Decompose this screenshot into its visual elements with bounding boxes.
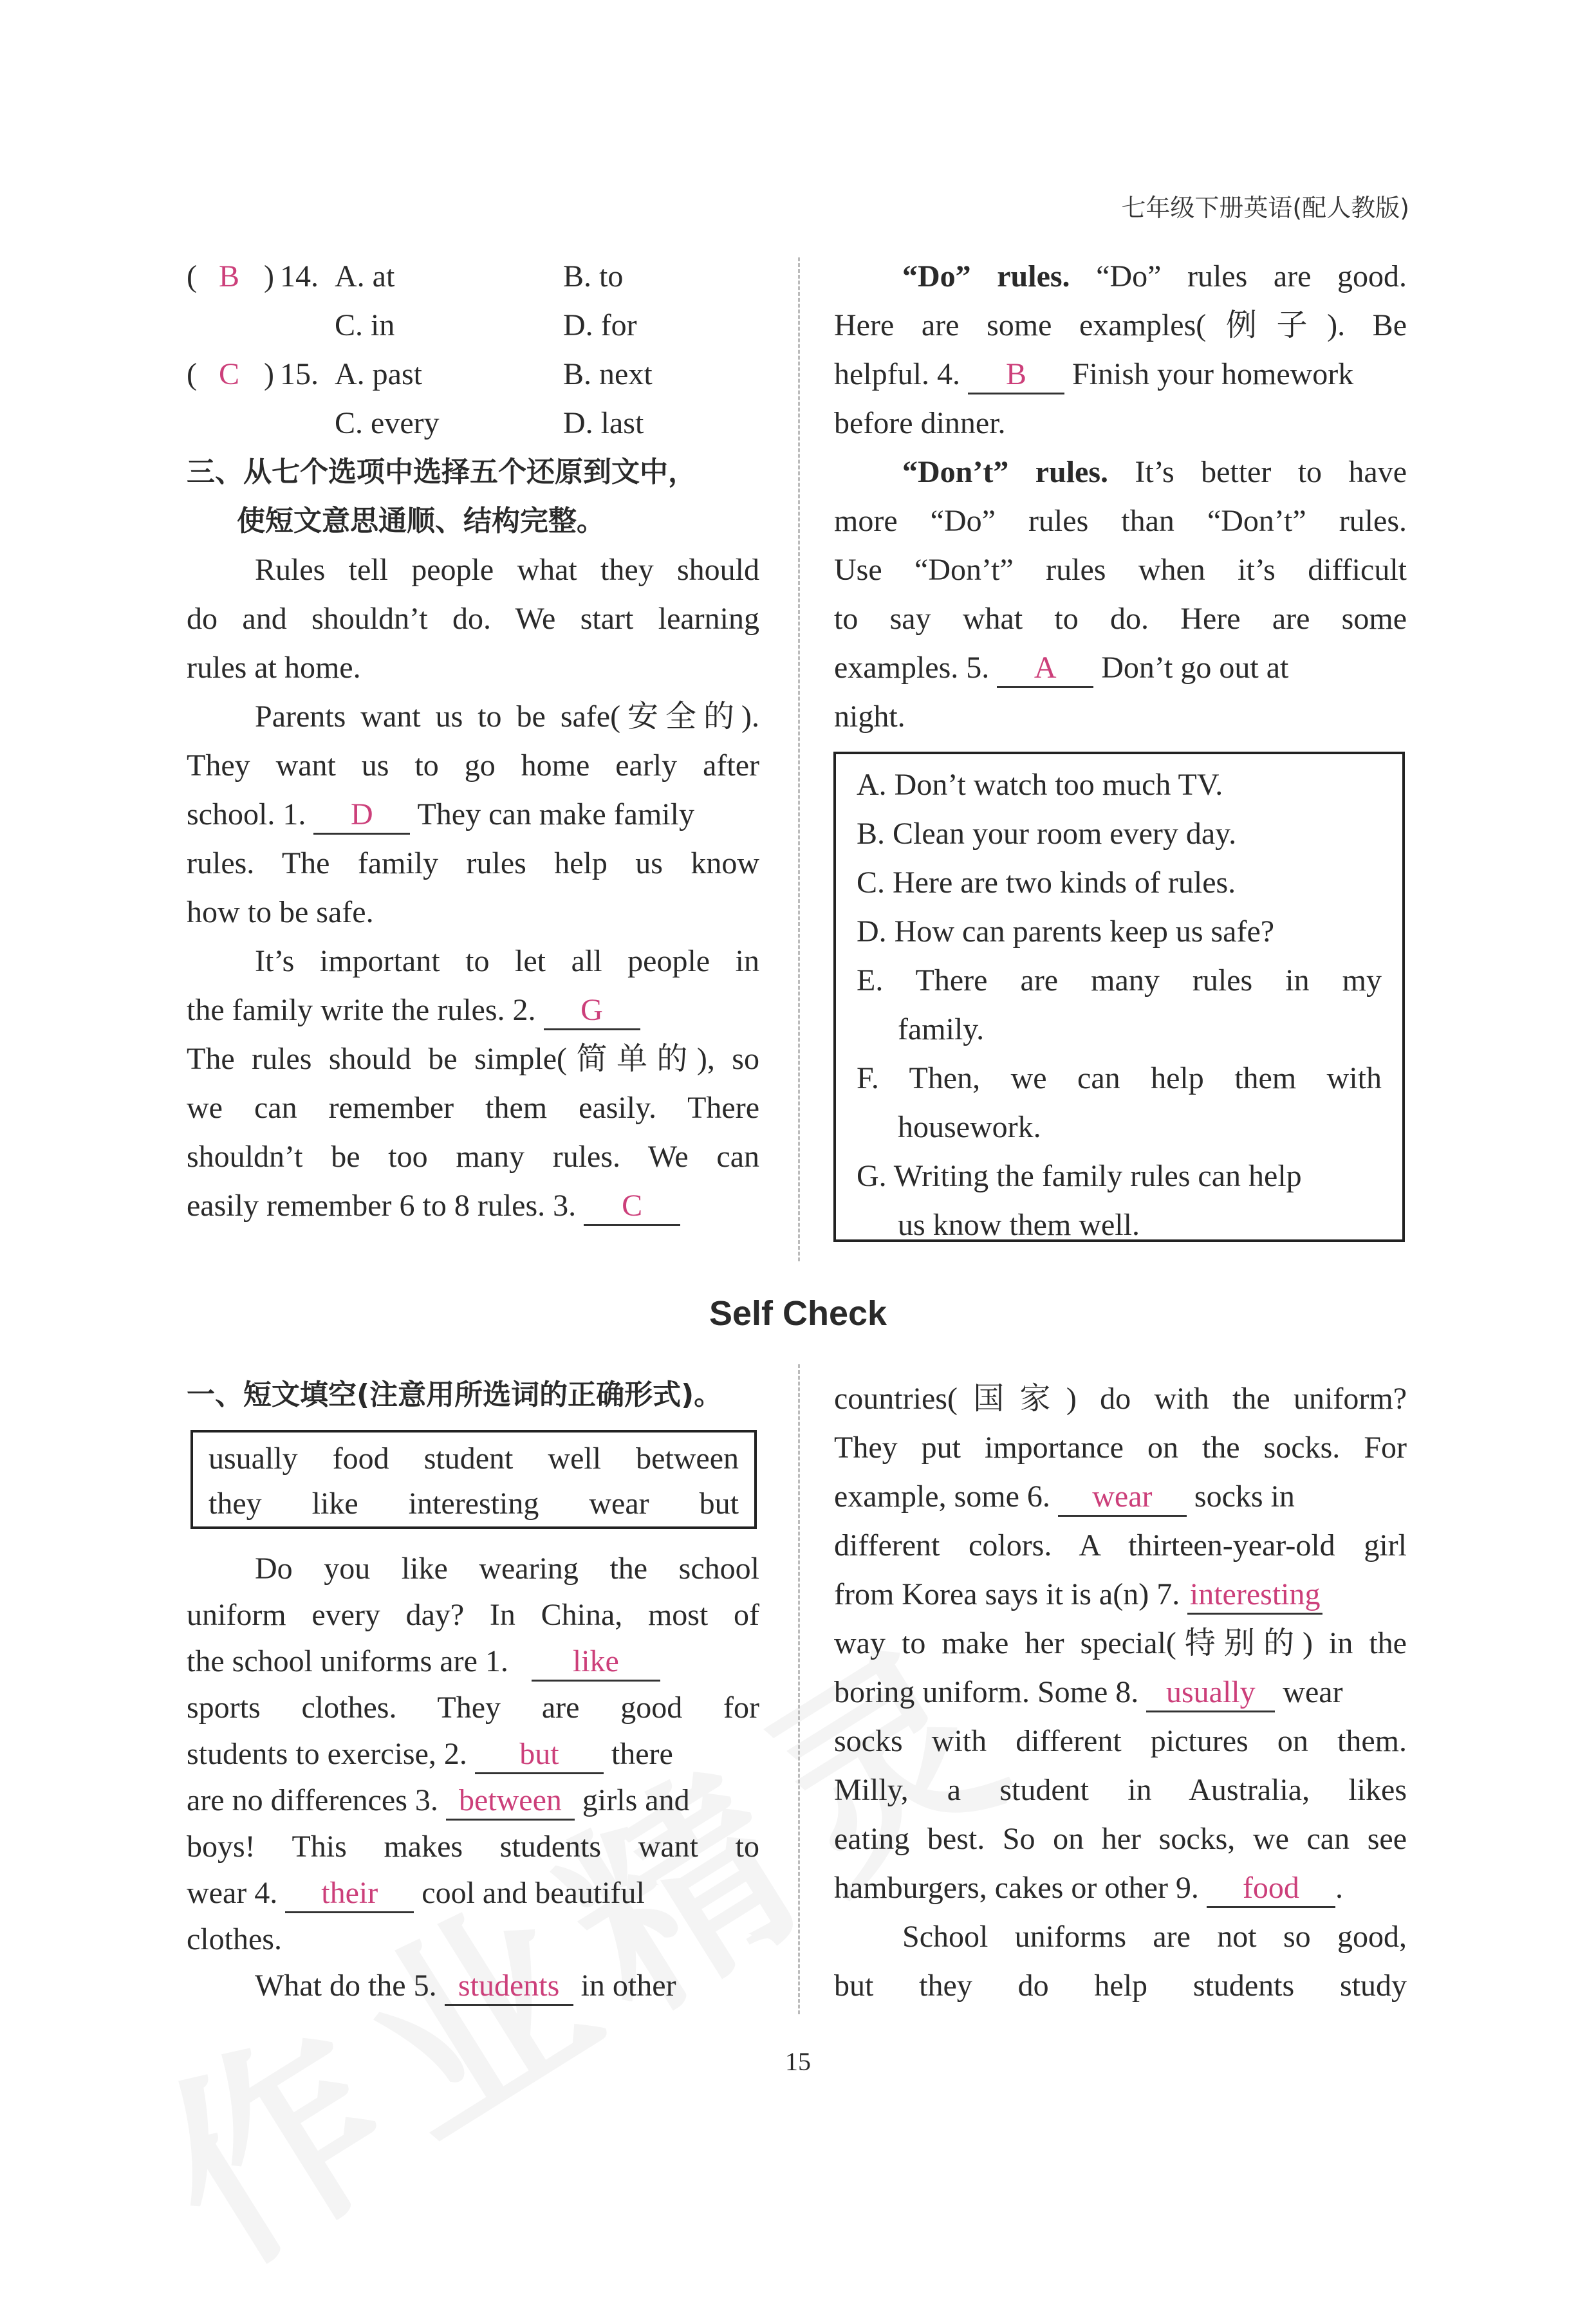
word-bank (190, 1430, 757, 1529)
option-a: A. Don’t watch too much TV. (857, 768, 1223, 802)
passage-line: shouldn’t be too many rules. We can (187, 1140, 759, 1174)
option-f-cont: housework. (898, 1110, 1041, 1144)
blank-sc-5[interactable]: students (445, 1968, 573, 2006)
text: They can make family (417, 797, 694, 831)
bracket-close: ) (264, 259, 274, 293)
passage-line: Parents want us to be safe(安全的). (255, 700, 759, 734)
options-box (833, 752, 1405, 1242)
passage-line-blank-sc2 (187, 1731, 759, 1777)
option-b: B. Clean your room every day. (857, 817, 1237, 851)
text: wear (1283, 1675, 1343, 1709)
passage-line-blank-1 (187, 790, 759, 839)
text: boring uniform. Some 8. (834, 1675, 1139, 1709)
passage-line: we can remember them easily. There (187, 1091, 759, 1125)
passage-line: They want us to go home early after (187, 748, 759, 783)
passage-line: to say what to do. Here are some (834, 602, 1407, 636)
passage-line: more “Do” rules than “Don’t” rules. (834, 504, 1407, 538)
passage-line: boys! This makes students want to (187, 1830, 759, 1864)
passage-line: Do you like wearing the school (255, 1552, 759, 1586)
passage-line: but they do help students study (834, 1969, 1407, 2003)
option-e: E. There are many rules in my (857, 963, 1382, 997)
word-bank-row-1: usually food student well between (209, 1442, 739, 1476)
column-divider-bottom (798, 1364, 800, 2014)
page-number: 15 (785, 2047, 811, 2076)
passage-line: rules at home. (187, 651, 361, 685)
question-15-row2 (187, 399, 759, 448)
text: example, some 6. (834, 1479, 1050, 1514)
option-d: D. last (563, 406, 644, 440)
text: examples. 5. (834, 651, 990, 685)
blank-sc-3[interactable]: between (446, 1783, 575, 1821)
option-f: F. Then, we can help them with (857, 1061, 1382, 1095)
section3-title: 三、从七个选项中选择五个还原到文中， (187, 456, 696, 488)
passage-line: The rules should be simple(简单的), so (187, 1042, 759, 1076)
passage-line: Milly, a student in Australia, likes (834, 1773, 1407, 1807)
left-column-top (187, 252, 759, 1230)
text: students to exercise, 2. (187, 1737, 467, 1771)
text: the family write the rules. 2. (187, 993, 536, 1027)
sc-section-title: 一、短文填空(注意用所选词的正确形式)。 (187, 1378, 723, 1411)
passage-line-blank-sc7 (834, 1570, 1407, 1619)
blank-sc-4[interactable]: their (285, 1875, 414, 1913)
option-g: G. Writing the family rules can help (857, 1159, 1302, 1193)
option-b: B. next (563, 357, 653, 391)
text: there (611, 1737, 673, 1771)
passage-line: different colors. A thirteen-year-old girl (834, 1528, 1407, 1562)
page-header: 七年级下册英语(配人教版) (1121, 194, 1409, 222)
text: cool and beautiful (422, 1876, 645, 1910)
text: “Do” rules are good. (1096, 259, 1407, 293)
question-14 (187, 252, 759, 301)
blank-sc-8[interactable]: usually (1146, 1674, 1275, 1712)
question-number: 14. (280, 259, 319, 293)
passage-line: countries(国家) do with the uniform? (834, 1382, 1407, 1416)
blank-sc-2[interactable]: but (475, 1736, 604, 1774)
blank-5[interactable]: A (997, 650, 1093, 688)
bracket-open: ( (187, 259, 197, 293)
passage-line: rules. The family rules help us know (187, 846, 759, 880)
do-rules-line (834, 252, 1407, 301)
passage-line: socks with different pictures on them. (834, 1724, 1407, 1758)
passage-line: They put importance on the socks. For (834, 1431, 1407, 1465)
dont-rules-line (834, 448, 1407, 497)
passage-line-blank-3 (187, 1182, 759, 1230)
text: the school uniforms are 1. (187, 1644, 508, 1678)
blank-4[interactable]: B (968, 357, 1064, 394)
blank-sc-9[interactable]: food (1207, 1870, 1335, 1908)
passage-line: night. (834, 700, 905, 734)
section3-title-cont: 使短文意思通顺、结构完整。 (237, 505, 605, 537)
text: Don’t go out at (1101, 651, 1289, 685)
answer-14: B (219, 259, 240, 293)
passage-line-blank-sc8 (834, 1668, 1407, 1717)
passage-line: clothes. (187, 1922, 282, 1956)
column-divider-top (798, 257, 800, 1261)
option-c: C. every (335, 406, 440, 440)
option-g-cont: us know them well. (898, 1208, 1140, 1242)
passage-line-blank-5 (834, 644, 1407, 692)
dont-rules-heading: “Don’t” rules. (902, 455, 1109, 489)
option-e-cont: family. (898, 1012, 985, 1046)
question-14-row2 (187, 301, 759, 350)
text: wear 4. (187, 1876, 278, 1910)
passage-line: way to make her special(特别的) in the (834, 1626, 1407, 1660)
blank-sc-7[interactable]: interesting (1187, 1577, 1322, 1615)
right-column-top (834, 252, 1407, 741)
passage-line: before dinner. (834, 406, 1006, 440)
answer-15: C (219, 357, 240, 391)
option-a: A. past (335, 357, 422, 391)
question-number: 15. (280, 357, 319, 391)
option-b: B. to (563, 259, 624, 293)
bracket-close: ) (264, 357, 274, 391)
text: school. 1. (187, 797, 306, 831)
text: from Korea says it is a(n) 7. (834, 1577, 1180, 1611)
passage-line-blank-4 (834, 350, 1407, 399)
passage-line: It’s important to let all people in (255, 944, 759, 978)
passage-line: do and shouldn’t do. We start learning (187, 602, 759, 636)
passage-line: uniform every day? In China, most of (187, 1598, 759, 1632)
blank-sc-1[interactable]: like (532, 1644, 660, 1682)
text: in other (580, 1969, 676, 2003)
text: It’s better to have (1135, 455, 1407, 489)
passage-line-blank-2 (187, 986, 759, 1035)
option-d: D. How can parents keep us safe? (857, 914, 1275, 949)
passage-line: School uniforms are not so good, (902, 1920, 1407, 1954)
text: . (1335, 1871, 1343, 1905)
text: helpful. 4. (834, 357, 960, 391)
passage-line-blank-sc6 (834, 1472, 1407, 1521)
passage-line-blank-sc3 (187, 1777, 759, 1824)
text: easily remember 6 to 8 rules. 3. (187, 1189, 577, 1223)
passage-line-blank-sc1 (187, 1638, 759, 1685)
blank-2[interactable]: G (544, 992, 640, 1030)
option-c: C. in (335, 308, 395, 342)
word-bank-row-2: they like interesting wear but (209, 1487, 739, 1521)
passage-line: sports clothes. They are good for (187, 1691, 759, 1725)
left-column-passage (187, 1546, 759, 2009)
right-column-passage (834, 1375, 1407, 2010)
passage-line-blank-sc5 (187, 1963, 759, 2009)
text: girls and (582, 1783, 690, 1817)
option-a: A. at (335, 259, 395, 293)
blank-sc-6[interactable]: wear (1058, 1479, 1187, 1517)
passage-line: Rules tell people what they should (255, 553, 759, 587)
left-column-bottom (187, 1371, 759, 1420)
text: Finish your homework (1072, 357, 1354, 391)
passage-line: Use “Don’t” rules when it’s difficult (834, 553, 1407, 587)
blank-1[interactable]: D (313, 797, 410, 835)
bracket-open: ( (187, 357, 197, 391)
text: are no differences 3. (187, 1783, 438, 1817)
text: hamburgers, cakes or other 9. (834, 1871, 1199, 1905)
option-c: C. Here are two kinds of rules. (857, 866, 1236, 900)
question-15 (187, 350, 759, 399)
do-rules-heading: “Do” rules. (902, 259, 1070, 293)
passage-line-blank-sc4 (187, 1870, 759, 1916)
blank-3[interactable]: C (584, 1188, 680, 1226)
passage-line: eating best. So on her socks, we can see (834, 1822, 1407, 1856)
text: What do the 5. (255, 1969, 437, 2003)
text: socks in (1194, 1479, 1295, 1514)
passage-line: Here are some examples(例子). Be (834, 308, 1407, 342)
passage-line: how to be safe. (187, 895, 374, 929)
passage-line-blank-sc9 (834, 1864, 1407, 1913)
option-d: D. for (563, 308, 637, 342)
self-check-title: Self Check (709, 1294, 887, 1333)
